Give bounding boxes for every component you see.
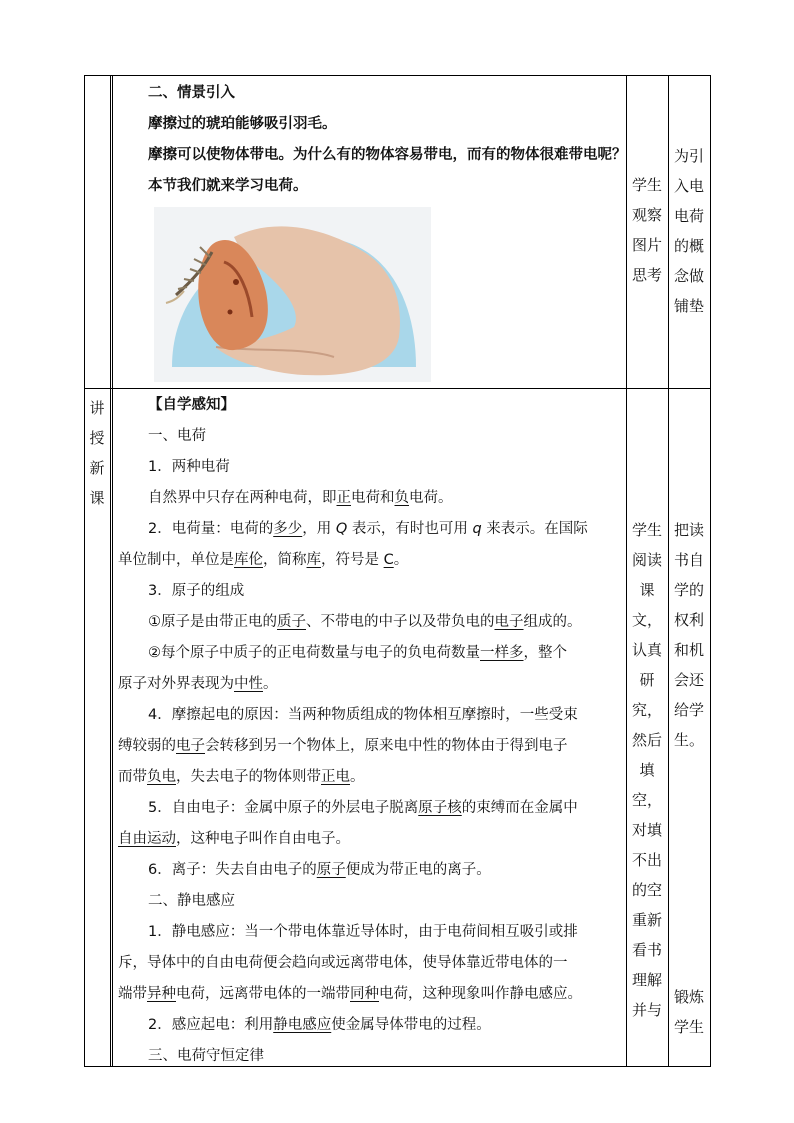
- purpose-line: 念做: [673, 267, 704, 285]
- symbol: Q: [335, 521, 348, 537]
- activity-line: 并与: [631, 1001, 662, 1019]
- activity-line: 空，: [631, 791, 662, 809]
- purpose-line: 铺垫: [673, 297, 704, 315]
- blank-answer: 多少: [273, 521, 303, 537]
- item6: [118, 855, 623, 886]
- item2-line1: [118, 514, 623, 545]
- blank-answer: 正: [336, 490, 351, 506]
- table-right-border: [710, 75, 711, 1067]
- activity-line: 文，: [631, 611, 662, 629]
- blank-answer: 库: [306, 552, 321, 568]
- text: ，失去电子的物体则带: [176, 769, 321, 785]
- item4a: 4．摩擦起电的原因：当两种物质组成的物体相互摩擦时，一些受束: [148, 707, 578, 723]
- blank-answer: 异种: [147, 986, 176, 1002]
- activity-line: 不出: [631, 851, 662, 869]
- purpose-line: 锻炼: [673, 988, 704, 1006]
- static1a: 1．静电感应：当一个带电体靠近导体时，由于电荷间相互吸引或排: [148, 924, 578, 940]
- item1-title: 1．两种电荷: [148, 459, 230, 475]
- text: 表示，有时也可用: [347, 521, 473, 537]
- table-left-border: [84, 75, 85, 1067]
- stage-char: 课: [89, 489, 105, 507]
- blank-answer: 静电感应: [273, 1017, 332, 1033]
- blank-answer: 自由运动: [118, 831, 176, 847]
- activity-line: 看书: [631, 941, 662, 959]
- item4c: [118, 762, 623, 793]
- activity-line: 观察: [631, 206, 662, 224]
- text: 电荷，这种现象叫作静电感应。: [379, 986, 582, 1002]
- purpose-line: 生。: [673, 731, 704, 749]
- blank-answer: 中性: [234, 676, 263, 692]
- item4b: [118, 731, 623, 762]
- part1-title: 一、电荷: [148, 428, 206, 444]
- text: 、不带电的中子以及带负电的: [306, 614, 495, 630]
- stage-char: 授: [89, 429, 105, 447]
- purpose-line: 给学: [673, 701, 704, 719]
- item3b: [118, 638, 623, 669]
- part3-title: 三、电荷守恒定律: [148, 1048, 264, 1064]
- blank-answer: 负电: [147, 769, 176, 785]
- activity-line: 认真: [631, 641, 662, 659]
- activity-line: 研: [639, 671, 655, 689]
- text: 5．自由电子：金属中原子的外层电子脱离: [148, 800, 419, 816]
- item2-line2: [118, 545, 623, 576]
- text: ，整个: [523, 645, 567, 661]
- text: 6．离子：失去自由电子的: [148, 862, 317, 878]
- blank-answer: 一样多: [480, 645, 524, 661]
- activity-line: 的空: [631, 881, 662, 899]
- purpose-line: 入电: [673, 177, 704, 195]
- blank-answer: 同种: [350, 986, 379, 1002]
- activity-line: 对填: [631, 821, 662, 839]
- text: 电荷和: [351, 490, 395, 506]
- text: 便成为带正电的离子。: [345, 862, 491, 878]
- text: ，这种电子叫作自由电子。: [176, 831, 350, 847]
- blank-answer: 原子: [316, 862, 346, 878]
- stage-label: [80, 393, 114, 513]
- text: 组成的。: [523, 614, 582, 630]
- intro-content: [148, 78, 627, 202]
- intro-student-activity: [630, 170, 664, 290]
- activity-line: 填: [639, 761, 655, 779]
- static1b: 斥，导体中的自由电荷便会趋向或远离带电体，使导体靠近带电体的一: [118, 955, 568, 971]
- text: 。: [350, 769, 365, 785]
- blank-answer: 库伦: [234, 552, 263, 568]
- blank-answer: 电子: [494, 614, 524, 630]
- activity-line: 学生: [631, 176, 662, 194]
- table-top-border: [84, 75, 711, 76]
- intro-line-amber: 摩擦过的琥珀能够吸引羽毛。: [148, 116, 337, 132]
- activity-line: 学生: [631, 521, 662, 539]
- blank-answer: 负: [394, 490, 409, 506]
- lesson-student-activity: [630, 515, 664, 1025]
- text: 电荷，远离带电体的一端带: [176, 986, 350, 1002]
- activity-line: 思考: [631, 266, 662, 284]
- self-study-title: 【自学感知】: [148, 397, 235, 413]
- text: 自然界中只存在两种电荷，即: [148, 490, 337, 506]
- purpose-line: 把读: [673, 521, 704, 539]
- activity-column-divider: [668, 75, 669, 1067]
- text: 原子对外界表现为: [118, 676, 234, 692]
- item5b: [118, 824, 623, 855]
- text: 来表示。在国际: [481, 521, 588, 537]
- blank-answer: 电子: [176, 738, 205, 754]
- purpose-line: 电荷: [673, 207, 704, 225]
- intro-purpose: [672, 141, 706, 321]
- static2: [118, 1010, 623, 1041]
- stage-char: 新: [89, 459, 105, 477]
- intro-line-question: 摩擦可以使物体带电。为什么有的物体容易带电，而有的物体很难带电呢？: [148, 147, 627, 163]
- text: 使金属导体带电的过程。: [331, 1017, 491, 1033]
- text: 缚较弱的: [118, 738, 176, 754]
- text: 而带: [118, 769, 147, 785]
- activity-line: 课: [639, 581, 655, 599]
- text: 2．电荷量：电荷的: [148, 521, 274, 537]
- text: ①原子是由带正电的: [148, 614, 277, 630]
- text: 2．感应起电：利用: [148, 1017, 274, 1033]
- text: 会转移到另一个物体上，原来电中性的物体由于得到电子: [205, 738, 568, 754]
- purpose-line: 和机: [673, 641, 704, 659]
- text: ②每个原子中质子的正电荷数量与电子的负电荷数量: [148, 645, 480, 661]
- item3-title: 3．原子的组成: [148, 583, 245, 599]
- part2-title: 二、静电感应: [148, 893, 235, 909]
- activity-line: 究，: [631, 701, 662, 719]
- activity-line: 阅读: [631, 551, 662, 569]
- text: 端带: [118, 986, 147, 1002]
- activity-line: 然后: [631, 731, 662, 749]
- purpose-line: 书自: [673, 551, 704, 569]
- text: ，符号是: [321, 552, 384, 568]
- item3c: [118, 669, 623, 700]
- purpose-line: 学生: [673, 1018, 704, 1036]
- purpose-line: 学的: [673, 581, 704, 599]
- activity-line: 图片: [631, 236, 662, 254]
- content-column-divider: [626, 75, 627, 1067]
- item3a: [118, 607, 623, 638]
- purpose-line: 为引: [673, 147, 704, 165]
- symbol: q: [472, 521, 482, 537]
- text: 电荷。: [409, 490, 453, 506]
- blank-answer: 原子核: [418, 800, 462, 816]
- text: 的束缚而在金属中: [461, 800, 578, 816]
- text: ，用: [302, 521, 336, 537]
- item5a: [118, 793, 623, 824]
- activity-line: 重新: [631, 911, 662, 929]
- text: ，简称: [263, 552, 307, 568]
- item1-text: [118, 483, 623, 514]
- text: 。: [393, 552, 409, 568]
- purpose-line: 权利: [673, 611, 704, 629]
- text: 。: [263, 676, 278, 692]
- amber-feather-photo: [154, 207, 431, 382]
- blank-answer: 质子: [277, 614, 306, 630]
- static1c: [118, 979, 623, 1010]
- text: 单位制中，单位是: [118, 552, 234, 568]
- activity-line: 理解: [631, 971, 662, 989]
- stage-char: 讲: [89, 399, 105, 417]
- lesson-content: [118, 390, 623, 1072]
- row-divider: [84, 388, 711, 389]
- purpose-line: 的概: [673, 237, 704, 255]
- intro-heading: 二、情景引入: [148, 85, 235, 101]
- blank-answer: C: [383, 552, 394, 568]
- stage-column-divider: [110, 75, 113, 1067]
- purpose-line: 会还: [673, 671, 704, 689]
- lesson-purpose-bottom: [672, 982, 706, 1042]
- lesson-purpose: [672, 515, 706, 755]
- blank-answer: 正电: [321, 769, 350, 785]
- intro-line-topic: 本节我们就来学习电荷。: [148, 178, 308, 194]
